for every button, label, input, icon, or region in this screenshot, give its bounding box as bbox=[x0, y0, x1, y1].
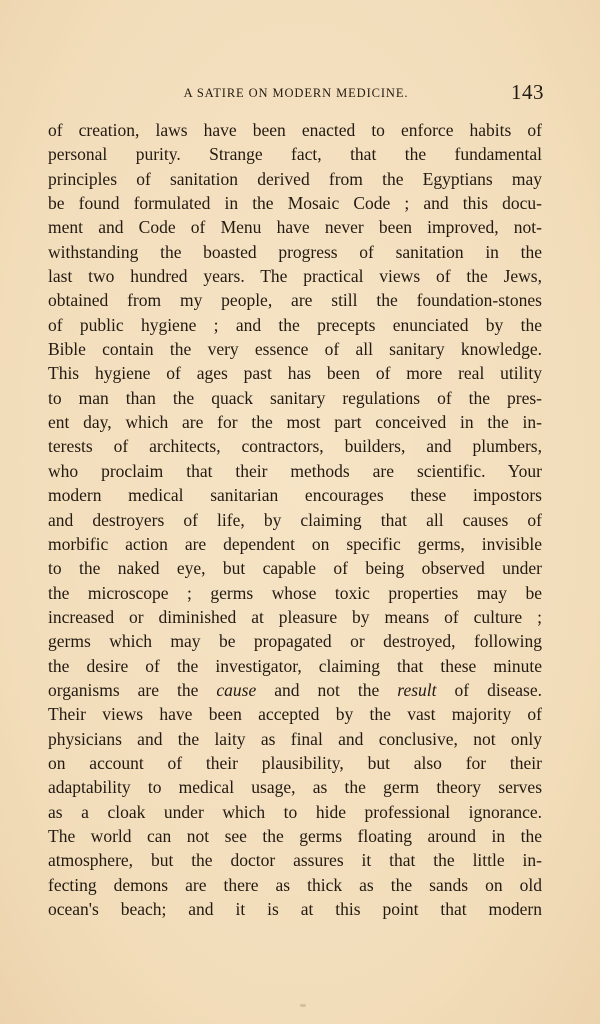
text-line: and destroyers of life, by claiming that all causes of bbox=[48, 509, 542, 530]
text-line: to man than the quack sanitary regulations of the pres- bbox=[48, 387, 542, 408]
body-text bbox=[48, 118, 542, 921]
text-line: Bible contain the very essence of all sanitary knowledge. bbox=[48, 339, 542, 360]
text-line: germs which may be propagated or destroyed, following bbox=[48, 631, 542, 652]
text-line: ocean's beach; and it is at this point that modern bbox=[48, 899, 542, 919]
text-line: obtained from my people, are still the foundation-stones bbox=[48, 290, 542, 311]
running-title: A SATIRE ON MODERN MEDICINE. bbox=[183, 86, 409, 100]
text-line: of public hygiene ; and the precepts enunciated by the bbox=[48, 314, 542, 335]
text-line: atmosphere, but the doctor assures it that the little in- bbox=[48, 850, 542, 871]
text-line: last two hundred years. The practical views of the Jews, bbox=[48, 266, 542, 287]
paper-speck bbox=[300, 1004, 306, 1007]
text-line: of creation, laws have been enacted to enforce habits of bbox=[48, 120, 542, 140]
emphasis-result: result bbox=[397, 679, 437, 700]
text-line: Their views have been accepted by the vast majority of bbox=[48, 704, 542, 725]
text-line: terests of architects, contractors, builders, and plumbers, bbox=[48, 436, 542, 457]
text-segment: organisms are the bbox=[48, 679, 217, 700]
text-line bbox=[48, 678, 542, 702]
text-line: This hygiene of ages past has been of more real utility bbox=[48, 363, 542, 384]
text-segment: and not the bbox=[256, 679, 398, 700]
text-line: on account of their plausibility, but also for their bbox=[48, 752, 542, 773]
text-line: adaptability to medical usage, as the germ theory serves bbox=[48, 777, 542, 798]
text-line: morbific action are dependent on specific germs, invisible bbox=[48, 533, 542, 554]
text-segment: of disease. bbox=[436, 679, 542, 700]
page-number: 143 bbox=[511, 80, 544, 104]
text-line: ent day, which are for the most part conceived in the in- bbox=[48, 412, 542, 433]
text-line: increased or diminished at pleasure by means of culture ; bbox=[48, 606, 542, 627]
text-line: principles of sanitation derived from the Egyptians may bbox=[48, 168, 542, 189]
text-line: as a cloak under which to hide professional ignorance. bbox=[48, 801, 542, 822]
text-line: to the naked eye, but capable of being observed under bbox=[48, 558, 542, 579]
text-line: who proclaim that their methods are scientific. Your bbox=[48, 460, 542, 481]
text-line: personal purity. Strange fact, that the fundamental bbox=[48, 144, 542, 165]
emphasis-cause: cause bbox=[216, 679, 257, 700]
text-line: be found formulated in the Mosaic Code ; and this docu- bbox=[48, 193, 542, 214]
running-head bbox=[48, 80, 544, 104]
text-line: physicians and the laity as final and conclusive, not only bbox=[48, 728, 542, 749]
text-line: the microscope ; germs whose toxic properties may be bbox=[48, 582, 542, 603]
text-line: ment and Code of Menu have never been improved, not- bbox=[48, 217, 542, 238]
text-line: withstanding the boasted progress of sanitation in the bbox=[48, 241, 542, 262]
text-line: The world can not see the germs floating around in the bbox=[48, 825, 542, 846]
text-line: fecting demons are there as thick as the sands on old bbox=[48, 874, 542, 895]
text-line: the desire of the investigator, claiming that these minute bbox=[48, 655, 542, 676]
text-line: modern medical sanitarian encourages these impostors bbox=[48, 485, 542, 506]
